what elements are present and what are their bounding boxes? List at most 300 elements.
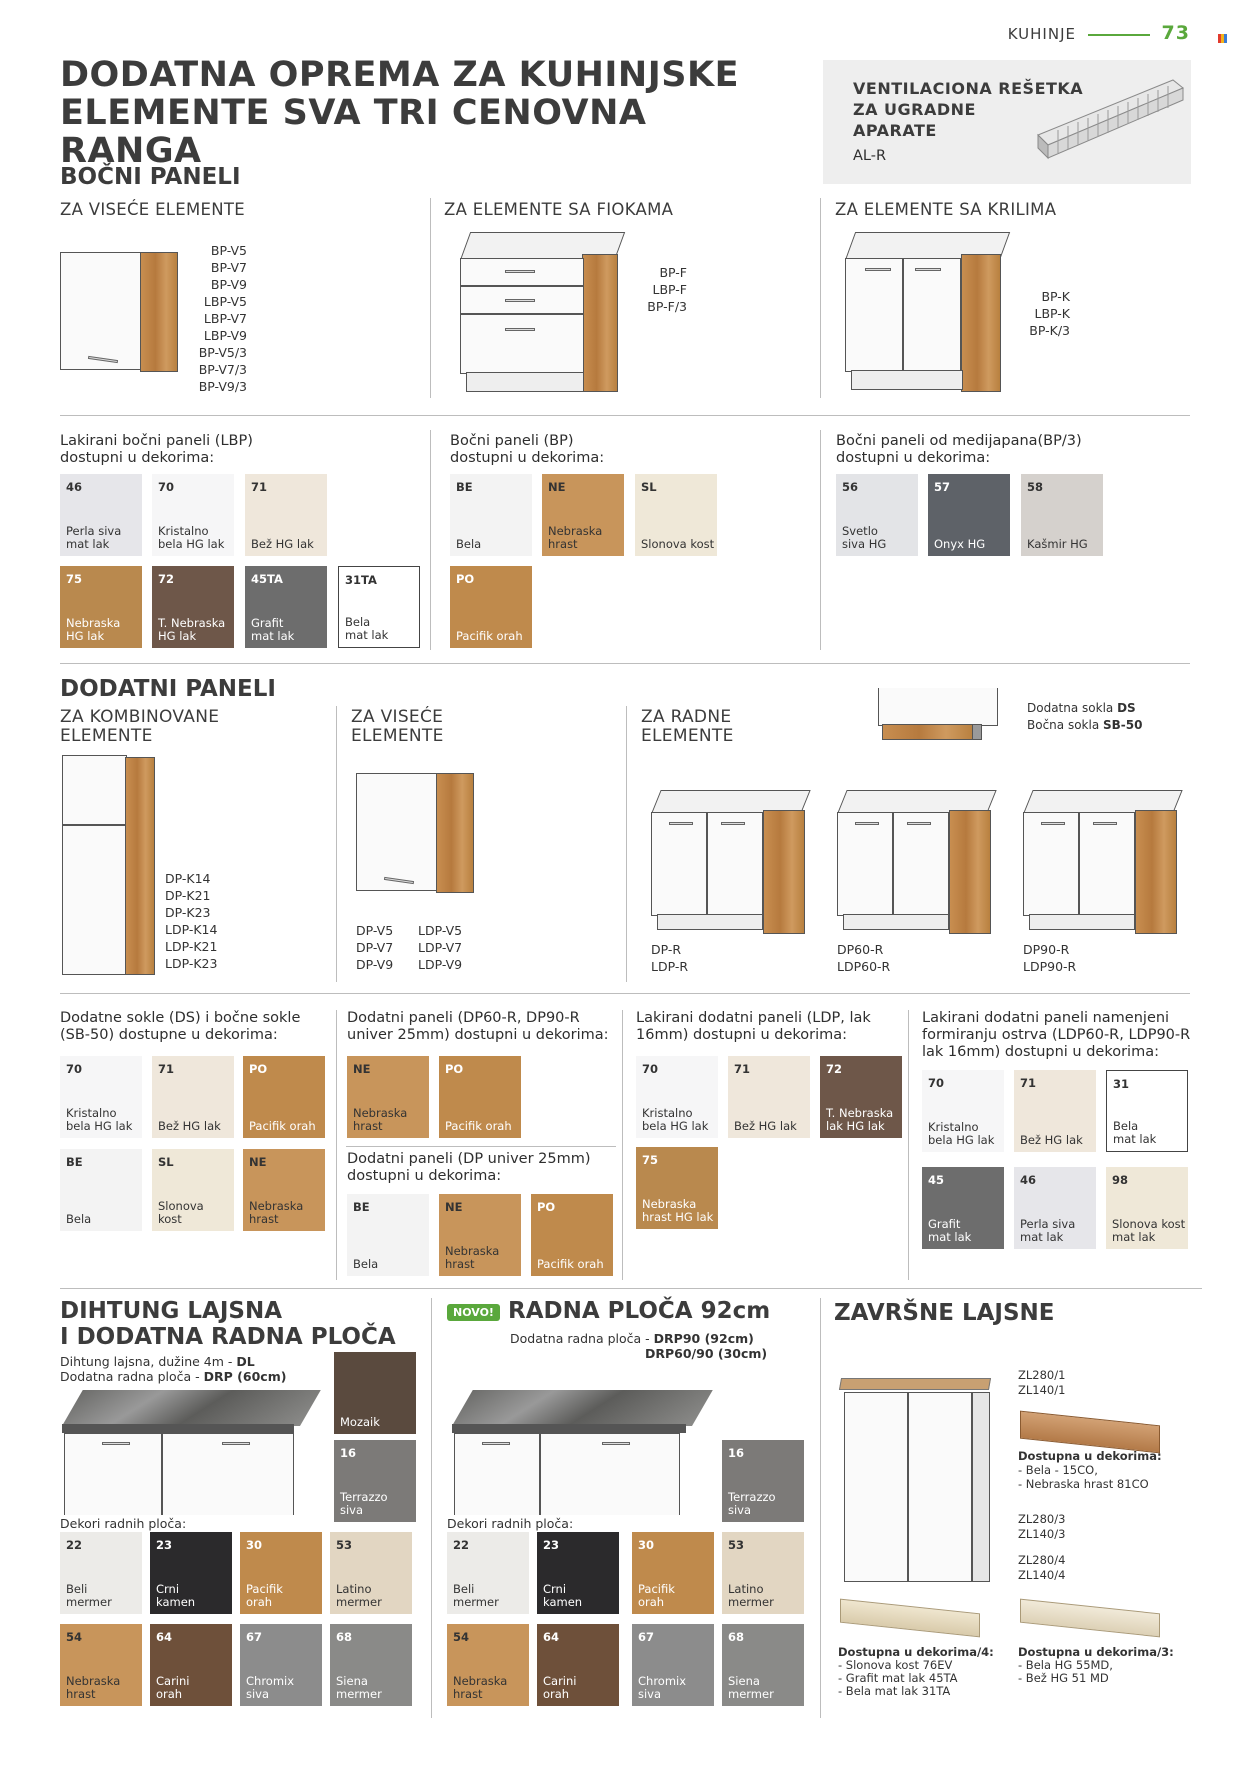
swatch-name-2: HG lak <box>66 628 105 643</box>
swatch-name <box>340 1491 388 1516</box>
decor-swatch <box>728 1056 810 1138</box>
radna-desc <box>510 1331 767 1361</box>
base-cabinet-image <box>1023 790 1183 940</box>
swatch-name-1: Nebraska <box>453 1674 508 1688</box>
swatch-name <box>156 1675 189 1700</box>
dod-t4 <box>636 1010 871 1044</box>
decor-swatch <box>928 474 1010 556</box>
zav-g1 <box>1018 1368 1065 1398</box>
product-code: LBP-V7 <box>203 311 247 326</box>
swatch-name <box>156 1583 195 1608</box>
swatch-name-1: Terrazzo <box>340 1490 388 1504</box>
decor-swatch <box>1014 1070 1096 1152</box>
swatch-name <box>642 1107 708 1132</box>
product-code: LDP-K23 <box>165 956 218 971</box>
product-code: LDP90-R <box>1023 959 1077 974</box>
product-code: BP-V5/3 <box>198 345 247 360</box>
swatch-name <box>728 1583 774 1608</box>
swatch-code: 67 <box>246 1630 263 1644</box>
dod-col2-h2: ELEMENTE <box>351 726 444 746</box>
header-rule <box>1088 34 1150 36</box>
zav-d1-title: Dostupna u dekorima: <box>1018 1449 1162 1463</box>
swatch-code: 23 <box>156 1538 173 1552</box>
swatch-name-2: bela HG lak <box>642 1118 709 1133</box>
decor-swatch <box>632 1624 714 1706</box>
swatch-code: 46 <box>66 480 83 494</box>
dihtung-title-1: DIHTUNG LAJSNA <box>60 1298 283 1324</box>
swatch-code: 72 <box>158 572 175 586</box>
swatch-name <box>158 617 225 642</box>
swatch-code: 64 <box>543 1630 560 1644</box>
decor-swatch <box>537 1624 619 1706</box>
decor-swatch <box>1021 474 1103 556</box>
swatch-name-2: bela HG lak <box>66 1118 133 1133</box>
decor-swatch <box>922 1167 1004 1249</box>
swatch-name-2: hrast <box>249 1211 279 1226</box>
vent-line-2: ZA UGRADNE <box>853 100 976 119</box>
swatch-code: 54 <box>453 1630 470 1644</box>
product-code: ZL140/1 <box>1018 1383 1066 1397</box>
swatch-code: 16 <box>340 1446 357 1460</box>
swatch-name-1: Nebraska <box>249 1199 304 1213</box>
decor-swatch <box>820 1056 902 1138</box>
product-code: ZL280/1 <box>1018 1368 1066 1382</box>
decor-swatch <box>330 1532 412 1614</box>
radna-l2-code: DRP60/90 (30cm) <box>645 1346 768 1361</box>
dod-t2-1: Dodatni paneli (DP60-R, DP90-R <box>347 1010 580 1026</box>
radna-title: RADNA PLOČA 92cm <box>508 1298 771 1324</box>
swatch-name-2: hrast <box>453 1686 483 1701</box>
vent-code: AL-R <box>853 148 887 164</box>
decor-swatch <box>635 474 717 556</box>
swatch-name <box>928 1121 994 1146</box>
decor-swatch <box>531 1194 613 1276</box>
swatch-name-2: siva <box>340 1502 364 1517</box>
dod-col2-heading <box>351 708 444 746</box>
swatch-name-2: mat lak <box>251 628 295 643</box>
product-code: BP-V9/3 <box>198 379 247 394</box>
page-number: 73 <box>1161 22 1190 44</box>
swatch-name <box>826 1107 893 1132</box>
countertop-92-image <box>452 1390 697 1515</box>
swatch-name-1: Grafit <box>251 616 284 630</box>
swatch-name-2: siva <box>246 1686 270 1701</box>
molding-light-image <box>1020 1599 1160 1638</box>
swatch-name-2: kamen <box>543 1594 583 1609</box>
swatch-code: 31 <box>1113 1077 1130 1091</box>
swatch-name-2: mat lak <box>928 1229 972 1244</box>
swatch-name-2: hrast <box>353 1118 383 1133</box>
swatch-name-1: Nebraska <box>548 524 603 538</box>
swatch-name-1: Pacifik orah <box>445 1118 512 1133</box>
tall-cabinet-image <box>62 755 157 980</box>
swatch-code: 31TA <box>345 573 377 587</box>
product-code: ZL280/4 <box>1018 1553 1066 1567</box>
swatch-name-1: Perla siva <box>1020 1217 1076 1231</box>
swatch-name-2: bela HG lak <box>158 536 225 551</box>
swatch-name-1: Carini <box>156 1674 190 1688</box>
swatch-name <box>456 538 481 551</box>
zav-d1-item: - Nebraska hrast 81CO <box>1018 1477 1149 1491</box>
swatch-name <box>734 1120 797 1133</box>
product-code: DP-K14 <box>165 871 211 886</box>
dod-t2 <box>347 1010 609 1044</box>
dod-t3-1: Dodatni paneli (DP univer 25mm) <box>347 1151 591 1167</box>
swatch-name-1: Pacifik <box>638 1582 675 1596</box>
swatch-name-2: HG lak <box>158 628 197 643</box>
swatch-name <box>548 525 602 550</box>
decor-swatch <box>152 474 234 556</box>
decor-swatch <box>632 1532 714 1614</box>
swatch-name <box>66 617 120 642</box>
bp3-text-2: dostupni u dekorima: <box>836 450 991 466</box>
product-code: LDP-V9 <box>418 957 463 972</box>
swatch-name-1: Bela <box>66 1211 92 1226</box>
swatch-name <box>246 1675 294 1700</box>
bp-text-2: dostupni u dekorima: <box>450 450 605 466</box>
swatch-name <box>1112 1218 1185 1243</box>
swatch-code: 67 <box>638 1630 655 1644</box>
zav-d1 <box>1018 1449 1162 1491</box>
swatch-name-1: Kašmir HG <box>1027 536 1088 551</box>
bp3-text <box>836 433 1082 467</box>
decor-swatch <box>245 474 327 556</box>
decor-swatch <box>245 566 327 648</box>
swatch-name-2: kamen <box>156 1594 196 1609</box>
radna-l1: Dodatna radna ploča - <box>510 1331 654 1346</box>
swatch-name-2: mermer <box>728 1594 774 1609</box>
decor-swatch <box>338 566 420 648</box>
swatch-name-1: Nebraska <box>66 616 121 630</box>
product-code: DP-K21 <box>165 888 211 903</box>
swatch-name-1: Onyx HG <box>934 536 986 551</box>
swatch-name <box>445 1245 499 1270</box>
sokla-l2-code: SB-50 <box>1103 718 1143 732</box>
lbp-text-2: dostupni u dekorima: <box>60 450 215 466</box>
product-code: DP90-R <box>1023 942 1070 957</box>
dod-col1-heading <box>60 708 219 746</box>
sokla-l2: Bočna sokla <box>1027 718 1100 732</box>
swatch-code: 45 <box>928 1173 945 1187</box>
dod-col1-codes <box>165 870 217 972</box>
bocni-col2-heading: ZA ELEMENTE SA FIOKAMA <box>444 200 674 219</box>
swatch-name-2: orah <box>156 1686 183 1701</box>
dihtung-desc <box>60 1354 286 1384</box>
decor-swatch <box>447 1532 529 1614</box>
bp3-text-1: Bočni paneli od medijapana(BP/3) <box>836 433 1082 449</box>
decor-swatch <box>1106 1167 1188 1249</box>
vent-box <box>823 60 1191 184</box>
swatch-name-2: mermer <box>336 1686 382 1701</box>
zav-d4 <box>838 1646 994 1698</box>
swatch-code: SL <box>158 1155 174 1169</box>
dod-t1-1: Dodatne sokle (DS) i bočne sokle <box>60 1010 301 1026</box>
swatch-name-1: Kristalno <box>642 1106 693 1120</box>
dod-col3-codes-3 <box>1023 941 1076 975</box>
swatch-name-2: mat lak <box>345 627 389 642</box>
decor-swatch <box>240 1532 322 1614</box>
dod-t1-2: (SB-50) dostupne u dekorima: <box>60 1027 278 1043</box>
swatch-code: 53 <box>336 1538 353 1552</box>
swatch-name <box>453 1675 507 1700</box>
wall-cabinet-2-image <box>356 773 476 895</box>
swatch-code: 70 <box>66 1062 83 1076</box>
swatch-name-1: Kristalno <box>928 1120 979 1134</box>
bp-text <box>450 433 604 467</box>
swatch-name <box>638 1583 675 1608</box>
swatch-code: 56 <box>842 480 859 494</box>
decor-swatch <box>60 566 142 648</box>
swatch-code: NE <box>249 1155 267 1169</box>
decor-swatch <box>334 1352 416 1434</box>
bocni-title: BOČNI PANELI <box>60 164 241 190</box>
sokla-label <box>1027 700 1142 734</box>
base-cabinet-image <box>651 790 811 940</box>
swatch-name <box>336 1583 382 1608</box>
cornice-cabinet-image <box>834 1378 994 1538</box>
product-code: LDP-K14 <box>165 922 218 937</box>
swatch-name-1: Mozaik <box>340 1414 380 1429</box>
swatch-name <box>158 1120 221 1133</box>
swatch-name-2: mermer <box>453 1594 499 1609</box>
swatch-code: SL <box>641 480 657 494</box>
molding-ivory-image <box>840 1599 980 1638</box>
product-code: LDP-V5 <box>418 923 463 938</box>
decor-swatch <box>243 1056 325 1138</box>
swatch-code: 70 <box>928 1076 945 1090</box>
dod-t5 <box>922 1010 1190 1061</box>
dod-t5-3: lak 16mm) dostupni u dekorima: <box>922 1044 1159 1060</box>
product-code: LBP-V9 <box>203 328 247 343</box>
bocni-col3-codes <box>1020 288 1070 339</box>
lbp-text <box>60 433 253 467</box>
swatch-name-1: Nebraska <box>642 1197 697 1211</box>
zavrsne-title: ZAVRŠNE LAJSNE <box>834 1300 1055 1326</box>
zav-d4-item: - Slonova kost 76EV <box>838 1658 953 1672</box>
swatch-name-1: Pacifik orah <box>249 1118 316 1133</box>
swatch-code: 75 <box>642 1153 659 1167</box>
swatch-code: 30 <box>638 1538 655 1552</box>
zav-d4-item: - Grafit mat lak 45TA <box>838 1671 958 1685</box>
product-code: LBP-F <box>652 282 687 297</box>
swatch-name-2: hrast HG lak <box>642 1209 714 1224</box>
swatch-name-2: orah <box>543 1686 570 1701</box>
swatch-code: NE <box>548 480 566 494</box>
swatch-name-1: Chromix <box>638 1674 687 1688</box>
zav-d3-item: - Bela HG 55MD, <box>1018 1658 1113 1672</box>
product-code: ZL280/3 <box>1018 1512 1066 1526</box>
swatch-code: 45TA <box>251 572 283 586</box>
swatch-code: 53 <box>728 1538 745 1552</box>
product-code: ZL140/4 <box>1018 1568 1066 1582</box>
swatch-name <box>641 538 714 551</box>
swatch-code: 72 <box>826 1062 843 1076</box>
swatch-name-1: Terrazzo <box>728 1490 776 1504</box>
swatch-name-1: Bež HG lak <box>158 1118 221 1133</box>
logo-mark <box>1218 34 1227 43</box>
swatch-code: 16 <box>728 1446 745 1460</box>
product-code: BP-V7 <box>210 260 247 275</box>
swatch-name <box>1113 1120 1156 1145</box>
swatch-name <box>453 1583 499 1608</box>
swatch-name <box>66 1675 120 1700</box>
swatch-code: 71 <box>1020 1076 1037 1090</box>
dod-col3-h2: ELEMENTE <box>641 726 734 746</box>
swatch-name <box>537 1258 604 1271</box>
dihtung-l1-code: DL <box>236 1354 255 1369</box>
swatch-name <box>1020 1218 1075 1243</box>
swatch-name-1: Slonova kost <box>1112 1217 1186 1231</box>
swatch-code: 22 <box>66 1538 83 1552</box>
decor-swatch <box>60 1624 142 1706</box>
swatch-name-2: orah <box>246 1594 273 1609</box>
dod-t3-2: dostupni u dekorima: <box>347 1168 502 1184</box>
swatch-code: PO <box>537 1200 556 1214</box>
product-code: LDP-K21 <box>165 939 218 954</box>
swatch-name <box>251 617 294 642</box>
swatch-code: 46 <box>1020 1173 1037 1187</box>
swatch-name-1: Slonova kost <box>641 536 715 551</box>
swatch-name-2: mat lak <box>1020 1229 1064 1244</box>
product-code: DP-R <box>651 942 682 957</box>
swatch-name-1: Perla siva <box>66 524 122 538</box>
decor-swatch <box>439 1056 521 1138</box>
product-code: BP-K <box>1041 289 1070 304</box>
molding-wood-image <box>1020 1411 1160 1454</box>
swatch-name-1: Crni <box>156 1582 180 1596</box>
dihtung-l1: Dihtung lajsna, dužine 4m - <box>60 1354 237 1369</box>
swatch-name-1: Bež HG lak <box>734 1118 797 1133</box>
swatch-name-1: Siena <box>728 1674 760 1688</box>
sokla-l1-code: DS <box>1117 701 1136 715</box>
decor-swatch <box>636 1056 718 1138</box>
swatch-code: 71 <box>734 1062 751 1076</box>
vent-line-3: APARATE <box>853 121 937 140</box>
zav-d4-title: Dostupna u dekorima/4: <box>838 1645 994 1659</box>
product-code: BP-V9 <box>210 277 247 292</box>
swatch-code: NE <box>445 1200 463 1214</box>
decor-swatch <box>240 1624 322 1706</box>
zav-d4-item: - Bela mat lak 31TA <box>838 1684 951 1698</box>
section-label: KUHINJE <box>1007 25 1076 43</box>
swatch-name <box>934 538 985 551</box>
swatch-name-1: Carini <box>543 1674 577 1688</box>
dod-col1-h2: ELEMENTE <box>60 726 153 746</box>
decor-swatch <box>60 1532 142 1614</box>
radna-l1-code: DRP90 (92cm) <box>653 1331 754 1346</box>
dod-col3-h1: ZA RADNE <box>641 707 732 727</box>
swatch-name-1: Nebraska <box>445 1244 500 1258</box>
title-line-2: ELEMENTE SVA TRI CENOVNA RANGA <box>60 93 647 171</box>
swatch-name <box>728 1675 774 1700</box>
product-code: DP-V7 <box>356 940 394 955</box>
base-cabinet-image <box>837 790 997 940</box>
swatch-code: BE <box>353 1200 370 1214</box>
dihtung-title-2: I DODATNA RADNA PLOČA <box>60 1324 396 1350</box>
lbp-text-1: Lakirani bočni paneli (LBP) <box>60 433 253 449</box>
swatch-name <box>728 1491 776 1516</box>
novo-badge: NOVO! <box>447 1304 500 1321</box>
swatch-name <box>353 1107 407 1132</box>
swatch-name <box>249 1200 303 1225</box>
swatch-name <box>158 525 224 550</box>
product-code: BP-F <box>659 265 687 280</box>
swatch-name <box>66 1583 112 1608</box>
decor-swatch <box>450 566 532 648</box>
decor-swatch <box>537 1532 619 1614</box>
dod-col3-codes-2 <box>837 941 890 975</box>
page-header <box>1008 22 1190 44</box>
swatch-name-1: Latino <box>336 1582 372 1596</box>
swatch-name-1: Grafit <box>928 1217 961 1231</box>
swatch-code: NE <box>353 1062 371 1076</box>
swatch-code: 22 <box>453 1538 470 1552</box>
swatch-code: 64 <box>156 1630 173 1644</box>
swatch-code: 68 <box>336 1630 353 1644</box>
swatch-name <box>928 1218 971 1243</box>
product-code: DP-K23 <box>165 905 211 920</box>
swatch-name <box>445 1120 512 1133</box>
product-code: BP-F/3 <box>647 299 687 314</box>
swatch-code: 23 <box>543 1538 560 1552</box>
product-code: LDP60-R <box>837 959 891 974</box>
product-code: ZL140/3 <box>1018 1527 1066 1541</box>
swatch-name-2: hrast <box>445 1256 475 1271</box>
swatch-code: 71 <box>158 1062 175 1076</box>
product-code: DP60-R <box>837 942 884 957</box>
swatch-name-1: Pacifik orah <box>456 628 523 643</box>
swatch-name-1: Bela <box>353 1256 379 1271</box>
swatch-name-1: Beli <box>66 1582 88 1596</box>
swatch-name <box>249 1120 316 1133</box>
decor-swatch <box>542 474 624 556</box>
zav-d3 <box>1018 1646 1174 1685</box>
zav-d1-item: - Bela - 15CO, <box>1018 1463 1098 1477</box>
swatch-code: 30 <box>246 1538 263 1552</box>
swatch-name-1: Bež HG lak <box>1020 1132 1083 1147</box>
swatch-name <box>158 1200 204 1225</box>
dod-t5-2: formiranju ostrva (LDP60-R, LDP90-R <box>922 1027 1191 1043</box>
decor-swatch <box>152 1056 234 1138</box>
swatch-name-1: Kristalno <box>66 1106 117 1120</box>
drawer-cabinet-image <box>460 232 620 402</box>
swatch-code: 70 <box>158 480 175 494</box>
swatch-name <box>345 616 388 641</box>
decor-swatch <box>1106 1070 1188 1152</box>
swatch-code: 58 <box>1027 480 1044 494</box>
swatch-name-2: mermer <box>66 1594 112 1609</box>
swatch-name <box>1027 538 1088 551</box>
decor-swatch <box>152 1149 234 1231</box>
sokla-l1: Dodatna sokla <box>1027 701 1114 715</box>
zav-g3 <box>1018 1512 1065 1542</box>
product-code: BP-K/3 <box>1029 323 1070 338</box>
swatch-name-2: mat lak <box>66 536 110 551</box>
product-code: LDP-R <box>651 959 689 974</box>
swatch-name-2: hrast <box>66 1686 96 1701</box>
swatch-code: 57 <box>934 480 951 494</box>
decor-swatch <box>439 1194 521 1276</box>
swatch-name <box>66 1213 91 1226</box>
swatch-name <box>66 525 121 550</box>
swatch-code: 68 <box>728 1630 745 1644</box>
swatch-name-1: Pacifik orah <box>537 1256 604 1271</box>
decor-swatch <box>60 474 142 556</box>
decor-swatch <box>150 1532 232 1614</box>
bocni-col2-codes <box>640 264 687 315</box>
zav-d3-item: - Bež HG 51 MD <box>1018 1671 1109 1685</box>
swatch-name-1: Bela <box>456 536 482 551</box>
